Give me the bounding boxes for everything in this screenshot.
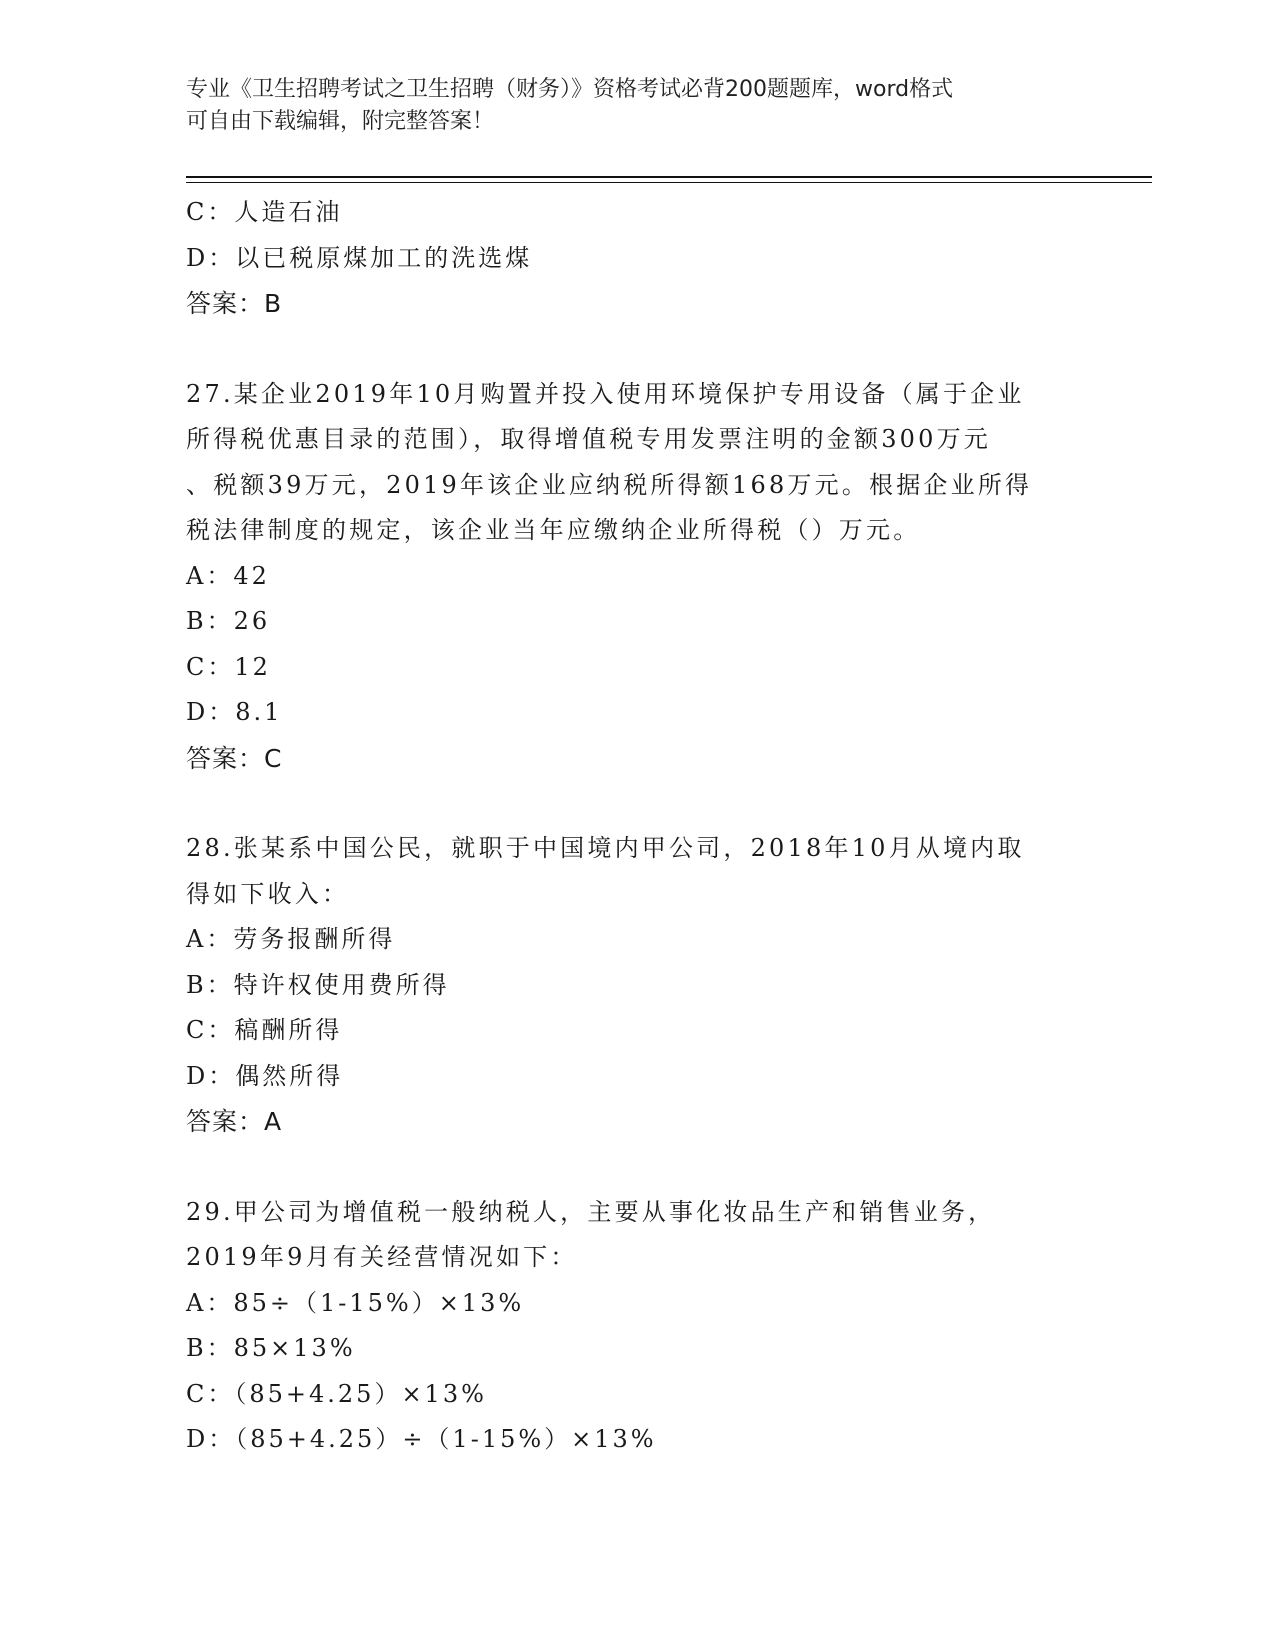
stem-line: 税法律制度的规定，该企业当年应缴纳企业所得税（）万元。: [186, 516, 921, 544]
stem-line: 得如下收入：: [186, 879, 350, 908]
document-header: [186, 74, 1086, 138]
header-divider-thin: [186, 182, 1152, 183]
stem-line: 所得税优惠目录的范围），取得增值税专用发票注明的金额300万元: [186, 425, 992, 453]
question-stem: [186, 826, 1086, 917]
question-28: [186, 826, 1086, 1145]
stem-line: 、税额39万元，2019年该企业应纳税所得额168万元。根据企业所得: [186, 470, 1033, 499]
question-26-tail: [186, 190, 1086, 327]
option-c: C：稿酬所得: [186, 1016, 343, 1044]
answer: 答案：C: [186, 743, 283, 773]
option-a: A：劳务报酬所得: [186, 925, 396, 953]
header-line-2: 可自由下载编辑，附完整答案！: [186, 109, 495, 134]
answer: 答案：A: [186, 1107, 283, 1136]
spacer: [186, 1145, 1086, 1190]
option-d: D：（85+4.25）÷（1-15%）×13%: [186, 1425, 657, 1453]
option-b: B：85×13%: [186, 1334, 356, 1362]
answer: 答案：B: [186, 289, 283, 318]
option-a: A：42: [186, 561, 270, 590]
spacer: [186, 781, 1086, 826]
question-stem: [186, 372, 1086, 554]
option-d: D：以已税原煤加工的洗选煤: [186, 243, 533, 272]
stem-line: 2019年9月有关经营情况如下：: [186, 1243, 578, 1271]
option-b: B：特许权使用费所得: [186, 970, 450, 999]
question-29: [186, 1190, 1086, 1463]
stem-line: 27.某企业2019年10月购置并投入使用环境保护专用设备（属于企业: [186, 379, 1025, 408]
option-d: D：偶然所得: [186, 1061, 344, 1090]
option-a: A：85÷（1-15%）×13%: [186, 1288, 525, 1317]
option-c: C：12: [186, 652, 271, 681]
spacer: [186, 327, 1086, 372]
option-b: B：26: [186, 607, 271, 635]
document-body: [186, 190, 1086, 1463]
option-c: C：人造石油: [186, 198, 343, 226]
header-divider-thick: [186, 176, 1152, 178]
header-line-1: 专业《卫生招聘考试之卫生招聘（财务）》资格考试必背200题题库，word格式: [186, 77, 954, 102]
question-27: [186, 372, 1086, 782]
question-stem: [186, 1190, 1086, 1281]
stem-line: 29.甲公司为增值税一般纳税人，主要从事化妆品生产和销售业务，: [186, 1197, 996, 1226]
option-d: D：8.1: [186, 698, 283, 726]
stem-line: 28.张某系中国公民，就职于中国境内甲公司，2018年10月从境内取: [186, 834, 1025, 862]
option-c: C：（85+4.25）×13%: [186, 1379, 487, 1408]
